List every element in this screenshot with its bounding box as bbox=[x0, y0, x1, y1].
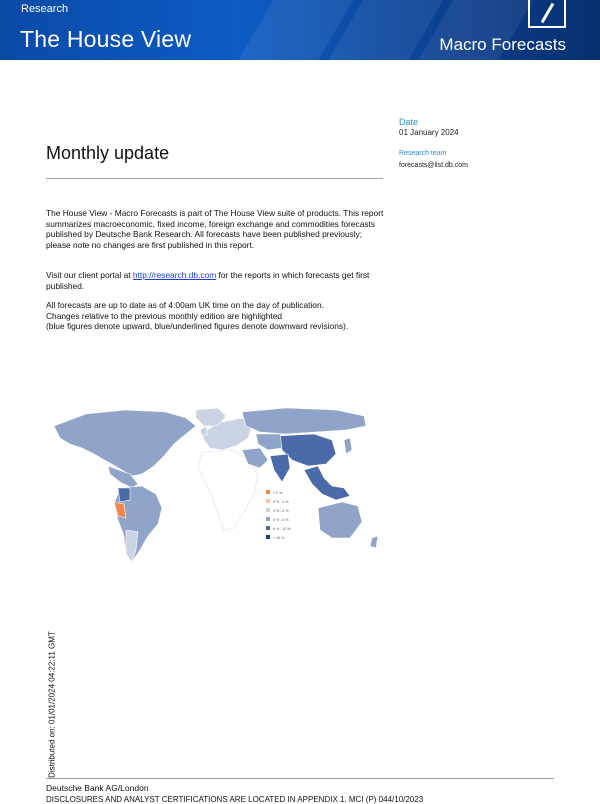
uptodate-line: All forecasts are up to date as of 4:00am UK time on the day of publication. bbox=[46, 300, 324, 310]
world-map bbox=[46, 404, 381, 571]
uptodate-line: (blue figures denote upward, blue/underlined figures denote downward revisions). bbox=[46, 321, 349, 331]
portal-suffix: for the reports in which forecasts get first published. bbox=[46, 270, 370, 291]
report-title: The House View bbox=[20, 26, 192, 52]
legend-swatch bbox=[266, 535, 270, 539]
map-region-uk bbox=[200, 426, 208, 436]
map-region-central-asia bbox=[256, 434, 282, 450]
legend-label: < 0 % bbox=[273, 491, 283, 495]
portal-prefix: Visit our client portal at bbox=[46, 270, 133, 280]
legend-swatch bbox=[266, 508, 270, 512]
legend-swatch bbox=[266, 517, 270, 521]
section-label: Research bbox=[21, 3, 69, 15]
portal-paragraph bbox=[46, 270, 386, 291]
header-banner bbox=[0, 0, 600, 60]
heading-divider bbox=[46, 178, 383, 179]
map-legend bbox=[266, 490, 291, 540]
map-region-north-america bbox=[54, 410, 196, 476]
uptodate-paragraph bbox=[46, 300, 386, 332]
deutsche-bank-logo-icon bbox=[528, 0, 566, 28]
map-region-colombia bbox=[118, 488, 130, 502]
map-region-india bbox=[270, 454, 290, 482]
footer-disclosure: DISCLOSURES AND ANALYST CERTIFICATIONS ARE LOCATED IN APPENDIX 1. MCI (P) 044/10/2023 bbox=[46, 795, 424, 804]
research-team-email[interactable]: forecasts@list.db.com bbox=[399, 162, 468, 169]
uptodate-line: Changes relative to the previous monthly edition are highlighted bbox=[46, 310, 283, 321]
page-heading: Monthly update bbox=[46, 143, 170, 163]
map-region-southeast-asia bbox=[304, 466, 350, 500]
legend-label: 6 % - 10 % bbox=[273, 527, 291, 531]
legend-swatch bbox=[266, 499, 270, 503]
map-region-japan bbox=[344, 438, 352, 454]
date-label: Date bbox=[399, 117, 419, 127]
map-region-argentina bbox=[126, 530, 138, 562]
footer-divider bbox=[46, 778, 554, 779]
intro-paragraph: The House View - Macro Forecasts is part of The House View suite of products. This report summarizes macroeconomic, fixed income, foreign exchange and commodities forecasts published by Deutsche Bank Research. All forecasts have been published previously; please note no changes are first published in this report. bbox=[46, 208, 384, 250]
legend-swatch bbox=[266, 490, 270, 494]
map-region-new-zealand bbox=[370, 536, 378, 548]
research-team-label: Research team bbox=[399, 150, 447, 157]
legend-swatch bbox=[266, 526, 270, 530]
map-region-australia bbox=[318, 502, 362, 538]
legend-label: 0 % - 2 % bbox=[273, 500, 289, 504]
legend-label: > 10 % bbox=[273, 536, 285, 540]
footer-entity: Deutsche Bank AG/London bbox=[46, 783, 149, 793]
product-name: Macro Forecasts bbox=[439, 35, 566, 54]
distribution-stamp: Distributed on: 01/01/2024 04:22:11 GMT bbox=[47, 631, 57, 778]
portal-link[interactable]: http://research.db.com bbox=[132, 270, 217, 280]
date-value: 01 January 2024 bbox=[399, 128, 459, 137]
legend-label: 2 % - 4 % bbox=[273, 509, 289, 513]
map-region-russia bbox=[242, 408, 366, 434]
legend-label: 4 % - 6 % bbox=[273, 518, 289, 522]
